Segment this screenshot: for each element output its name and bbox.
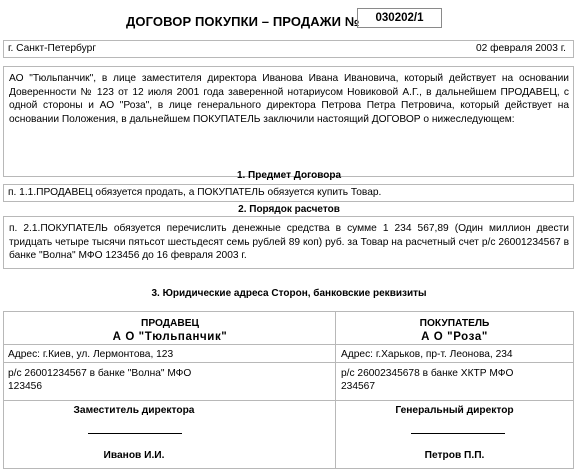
city-date-row (3, 40, 574, 58)
section-1-title: 1. Предмет Договора (236, 170, 342, 181)
table-column-divider (335, 311, 336, 469)
buyer-signer: Петров П.П. (424, 450, 485, 461)
contract-number-field[interactable]: 030202/1 (357, 8, 442, 28)
buyer-name: А О "Роза" (421, 331, 488, 343)
date-text: 02 февраля 2003 г. (475, 43, 566, 54)
table-divider (4, 400, 573, 401)
buyer-address: Адрес: г.Харьков, пр-т. Леонова, 234 (341, 349, 513, 360)
buyer-bank-line2: 234567 (341, 381, 375, 392)
preamble-paragraph: АО "Тюльпанчик", в лице заместителя директора Иванова Ивана Ивановича, который действует на основании Доверенности № 123 от 12 июля 2001 года заверенной нотариусом Новиковой А.Г., в дальнейшем ПРОДАВЕЦ, с одной стороны и АО "Роза", в лице генерального директора Петрова Петра Петровича, который действует на основании Положения, в дальнейшем ПОКУПАТЕЛЬ заключили настоящий ДОГОВОР о нижеследующем: (3, 66, 574, 177)
seller-position: Заместитель директора (73, 405, 195, 416)
seller-signer: Иванов И.И. (103, 450, 165, 461)
buyer-role: ПОКУПАТЕЛЬ (419, 318, 490, 329)
seller-address: Адрес: г.Киев, ул. Лермонтова, 123 (8, 349, 174, 360)
seller-role: ПРОДАВЕЦ (141, 318, 199, 329)
buyer-position: Генеральный директор (395, 405, 514, 416)
parties-table (3, 311, 574, 469)
seller-name: А О "Тюльпанчик" (112, 331, 228, 343)
document-title: ДОГОВОР ПОКУПКИ – ПРОДАЖИ № (126, 14, 360, 29)
seller-bank-line1: р/с 26001234567 в банке "Волна" МФО (8, 368, 192, 379)
section-3-title: 3. Юридические адреса Сторон, банковские реквизиты (151, 288, 427, 299)
buyer-bank-line1: р/с 26002345678 в банке ХКТР МФО (341, 368, 514, 379)
seller-bank-line2: 123456 (8, 381, 42, 392)
city-text: г. Санкт-Петербург (8, 43, 97, 54)
seller-signature-line (88, 433, 182, 434)
buyer-signature-line (411, 433, 505, 434)
table-divider (4, 362, 573, 363)
section-2-text: п. 2.1.ПОКУПАТЕЛЬ обязуется перечислить денежные средства в сумме 1 234 567,89 (Один миллион двести тридцать четыре тысячи пятьсот шестьдесят семь рублей 89 коп) руб. за Товар на расчетный счет р/с 26001234567 в банке "Волна" МФО 123456 до 16 февраля 2003 г. (3, 216, 574, 269)
section-2-title: 2. Порядок расчетов (238, 204, 340, 215)
section-1-text: п. 1.1.ПРОДАВЕЦ обязуется продать, а ПОКУПАТЕЛЬ обязуется купить Товар. (3, 184, 574, 202)
table-divider (4, 344, 573, 345)
